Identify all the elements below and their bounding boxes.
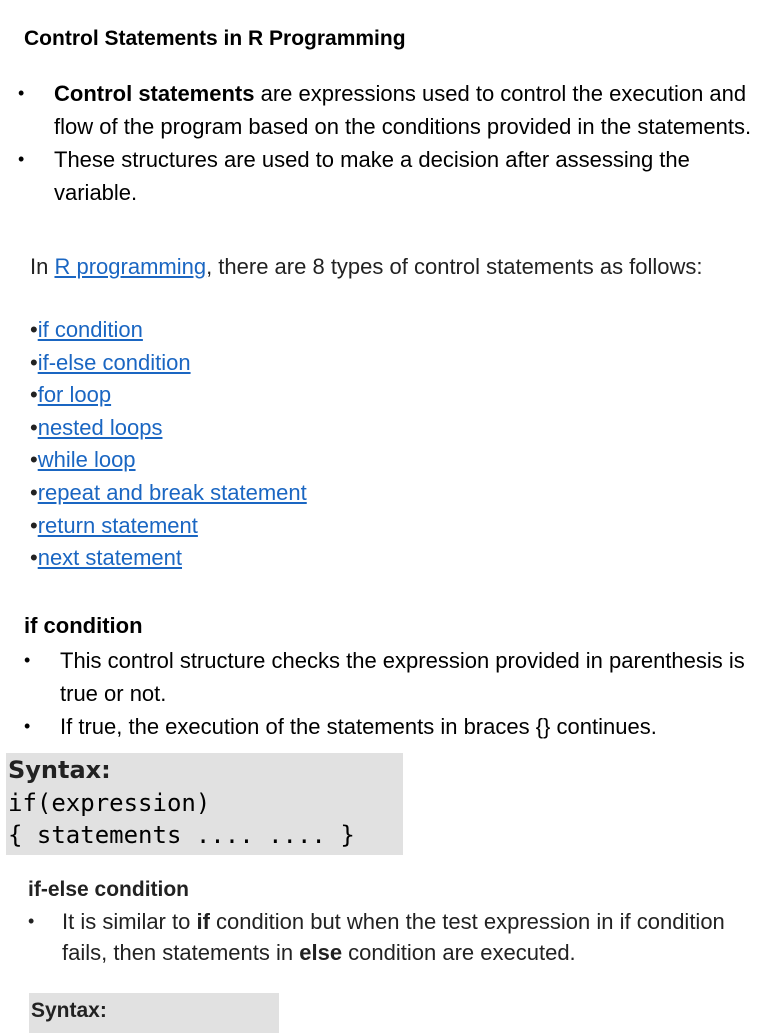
toc-link-if-else-condition[interactable]: if-else condition: [37, 349, 191, 375]
toc-link-while-loop[interactable]: while loop: [37, 447, 136, 473]
bullet-text: If true, the execution of the statements in braces {} continues.: [60, 714, 657, 739]
toc-item: [30, 444, 307, 477]
bullet-icon: •: [30, 447, 38, 473]
bullet-icon: •: [24, 650, 31, 670]
toc-link-nested-loops[interactable]: nested loops: [37, 414, 163, 440]
if-condition-heading: if condition: [24, 613, 143, 638]
if-condition-bullet-list: [24, 644, 754, 743]
bullet-icon: •: [30, 349, 38, 375]
toc-link-next-statement[interactable]: next statement: [37, 545, 183, 571]
list-item: [18, 77, 758, 143]
if-else-bullet-list: [28, 906, 743, 968]
bullet-text: condition but when the test expression in if condition fails, then statements in: [62, 909, 725, 965]
bullet-icon: •: [28, 911, 35, 931]
toc-item: [30, 379, 307, 412]
keyword-if: if: [196, 909, 210, 934]
toc-item: [30, 412, 307, 445]
toc-list: [30, 314, 307, 575]
bullet-icon: •: [18, 83, 25, 103]
toc-link-repeat-break[interactable]: repeat and break statement: [37, 479, 307, 505]
list-item: [28, 906, 743, 968]
page-title: Control Statements in R Programming: [24, 27, 406, 50]
toc-link-for-loop[interactable]: for loop: [37, 382, 112, 408]
bullet-text: This control structure checks the expression provided in parenthesis is true or not.: [60, 648, 745, 706]
bullet-icon: •: [30, 317, 38, 342]
intro-prefix: In: [30, 254, 55, 279]
code-line: { statements .... .... }: [8, 821, 355, 849]
keyword-else: else: [299, 940, 343, 965]
bullet-text: are expressions used to control the execution and flow of the program based on the conditions provided in the statements.: [54, 81, 752, 139]
bullet-text: It is similar to: [62, 909, 197, 934]
toc-item: [30, 347, 307, 380]
toc-item: [30, 542, 307, 575]
bold-term: Control statements: [54, 81, 255, 106]
r-programming-link[interactable]: R programming: [54, 254, 207, 279]
syntax-label: Syntax:: [31, 999, 107, 1022]
bullet-icon: •: [18, 149, 25, 169]
bullet-icon: •: [30, 414, 38, 440]
intro-bullet-list: [18, 77, 758, 209]
bullet-icon: •: [30, 545, 38, 571]
intro-suffix: , there are 8 types of control statements as follows:: [206, 254, 703, 279]
code-line: if(expression): [8, 789, 211, 817]
if-syntax-code-block: [6, 753, 403, 855]
toc-link-if-condition[interactable]: if condition: [37, 317, 143, 342]
toc-item: [30, 314, 307, 347]
bullet-text: These structures are used to make a decision after assessing the variable.: [54, 147, 690, 205]
syntax-label: Syntax:: [8, 756, 111, 784]
toc-item: [30, 510, 307, 543]
bullet-icon: •: [24, 716, 31, 736]
list-item: [18, 143, 758, 209]
bullet-icon: •: [30, 382, 38, 408]
intro-paragraph: [30, 250, 730, 283]
if-else-heading: if-else condition: [28, 878, 190, 901]
if-else-syntax-code-block: [29, 993, 279, 1033]
bullet-text: condition are executed.: [342, 940, 576, 965]
toc-item: [30, 477, 307, 510]
list-item: [24, 644, 754, 710]
bullet-icon: •: [30, 512, 38, 538]
toc-link-return-statement[interactable]: return statement: [37, 512, 198, 538]
list-item: [24, 710, 754, 743]
bullet-icon: •: [30, 479, 38, 505]
